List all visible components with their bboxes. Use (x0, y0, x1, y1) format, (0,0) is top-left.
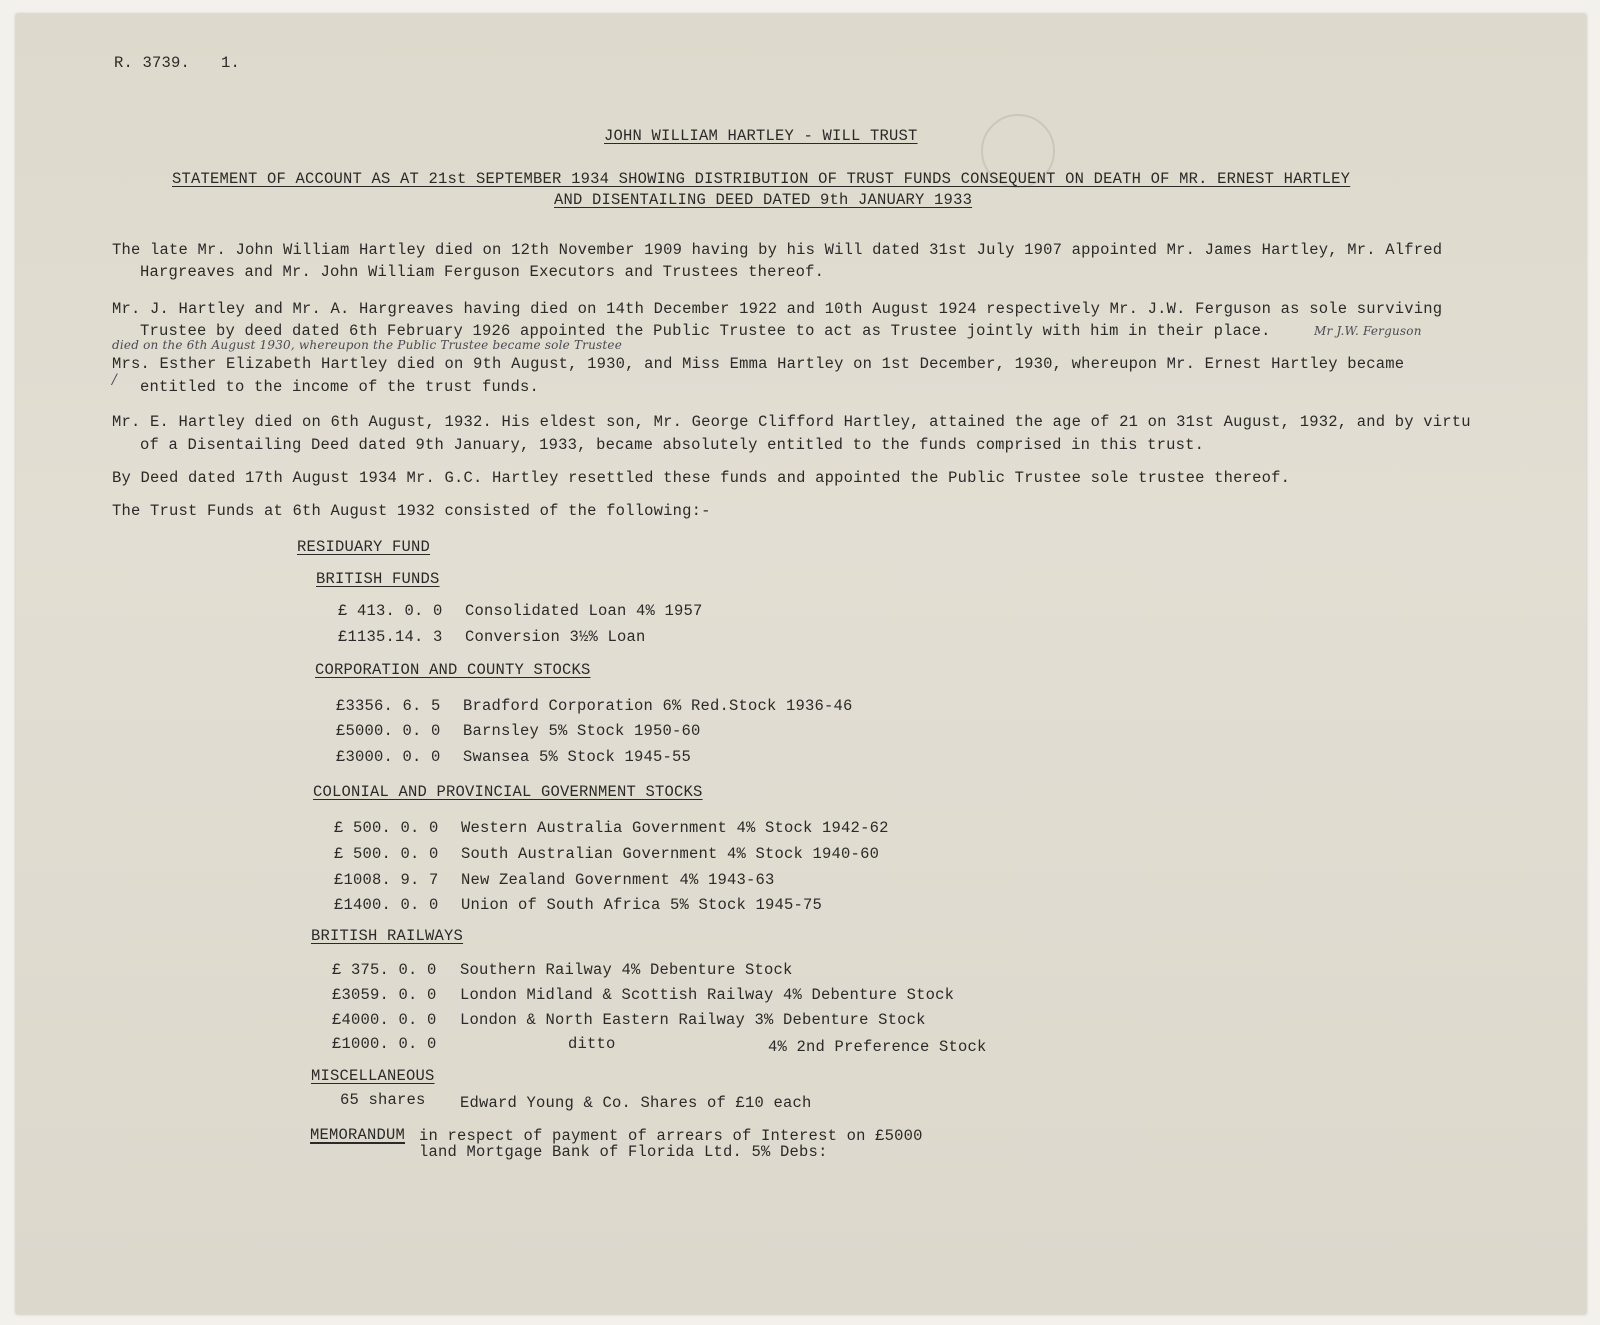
page-number: 1. (221, 54, 241, 72)
misc-amount: 65 shares (340, 1091, 426, 1109)
paragraph-4-line-2: of a Disentailing Deed dated 9th January, 1933, became absolutely entitled to the funds comprised in this trust. (140, 436, 1205, 454)
colonial-stock-amount: £1008. 9. 7 (334, 871, 439, 889)
paragraph-3-line-2: entitled to the income of the trust funds. (140, 378, 540, 396)
document-sheet (16, 14, 1586, 1314)
railway-stock-description: London & North Eastern Railway 3% Debenture Stock (460, 1011, 926, 1029)
paragraph-1-line-1: The late Mr. John William Hartley died on 12th November 1909 having by his Will dated 31st July 1907 appointed Mr. James Hartley, Mr. Alfred (112, 241, 1443, 259)
paragraph-5: By Deed dated 17th August 1934 Mr. G.C. Hartley resettled these funds and appointed the Public Trustee sole trustee thereof. (112, 469, 1291, 487)
colonial-stock-description: Western Australia Government 4% Stock 1942-62 (461, 819, 889, 837)
corporation-stock-description: Bradford Corporation 6% Red.Stock 1936-46 (463, 697, 853, 715)
british-funds-description: Consolidated Loan 4% 1957 (465, 602, 703, 620)
railway-stock-description: 4% 2nd Preference Stock (768, 1038, 987, 1056)
corporation-stock-amount: £5000. 0. 0 (336, 722, 441, 740)
document-title: JOHN WILLIAM HARTLEY - WILL TRUST (604, 127, 918, 145)
paragraph-2-line-1: Mr. J. Hartley and Mr. A. Hargreaves having died on 14th December 1922 and 10th August 1924 respectively Mr. J.W. Ferguson as sole surviving (112, 300, 1443, 318)
tick-mark-icon: / (112, 372, 117, 388)
corporation-stock-amount: £3356. 6. 5 (336, 697, 441, 715)
miscellaneous-heading: MISCELLANEOUS (311, 1067, 435, 1085)
colonial-stock-amount: £ 500. 0. 0 (334, 819, 439, 837)
colonial-stock-description: South Australian Government 4% Stock 1940-60 (461, 845, 880, 863)
railway-stock-description: London Midland & Scottish Railway 4% Debenture Stock (460, 986, 955, 1004)
colonial-stocks-heading: COLONIAL AND PROVINCIAL GOVERNMENT STOCKS (313, 783, 703, 801)
railway-stock-ditto: ditto (568, 1035, 616, 1053)
railway-stock-amount: £4000. 0. 0 (332, 1011, 437, 1029)
paragraph-4-line-1: Mr. E. Hartley died on 6th August, 1932. His eldest son, Mr. George Clifford Hartley, attained the age of 21 on 31st August, 1932, and by virtu (112, 413, 1471, 431)
colonial-stock-amount: £1400. 0. 0 (334, 896, 439, 914)
british-funds-description: Conversion 3½% Loan (465, 628, 646, 646)
railway-stock-amount: £ 375. 0. 0 (332, 961, 437, 979)
memorandum-label: MEMORANDUM (310, 1126, 406, 1144)
railway-stock-amount: £1000. 0. 0 (332, 1035, 437, 1053)
handwritten-annotation-b: died on the 6th August 1930, whereupon the Public Trustee became sole Trustee (112, 338, 623, 352)
british-funds-amount: £ 413. 0. 0 (338, 602, 443, 620)
railway-stock-description: Southern Railway 4% Debenture Stock (460, 961, 793, 979)
corporation-stock-description: Barnsley 5% Stock 1950-60 (463, 722, 701, 740)
corporation-stock-amount: £3000. 0. 0 (336, 748, 441, 766)
colonial-stock-description: Union of South Africa 5% Stock 1945-75 (461, 896, 823, 914)
corporation-stock-description: Swansea 5% Stock 1945-55 (463, 748, 692, 766)
british-funds-heading: BRITISH FUNDS (316, 570, 440, 588)
subtitle-line-1: STATEMENT OF ACCOUNT AS AT 21st SEPTEMBER 1934 SHOWING DISTRIBUTION OF TRUST FUNDS CONSEQUENT ON DEATH OF MR. ERNEST HARTLEY (172, 170, 1351, 188)
colonial-stock-amount: £ 500. 0. 0 (334, 845, 439, 863)
reference-number: R. 3739. (114, 54, 191, 72)
corporation-stocks-heading: CORPORATION AND COUNTY STOCKS (315, 661, 591, 679)
residuary-fund-heading: RESIDUARY FUND (297, 538, 431, 556)
memorandum-line-1: in respect of payment of arrears of Interest on £5000 (419, 1127, 923, 1145)
british-railways-heading: BRITISH RAILWAYS (311, 927, 464, 945)
paragraph-2-line-2: Trustee by deed dated 6th February 1926 appointed the Public Trustee to act as Trustee jointly with him in their place. (140, 322, 1271, 340)
subtitle-line-2: AND DISENTAILING DEED DATED 9th JANUARY 1933 (554, 191, 973, 209)
railway-stock-amount: £3059. 0. 0 (332, 986, 437, 1004)
colonial-stock-description: New Zealand Government 4% 1943-63 (461, 871, 775, 889)
paragraph-3-line-1: Mrs. Esther Elizabeth Hartley died on 9th August, 1930, and Miss Emma Hartley on 1st December, 1930, whereupon Mr. Ernest Hartley became (112, 355, 1405, 373)
paragraph-6: The Trust Funds at 6th August 1932 consisted of the following:- (112, 502, 711, 520)
handwritten-annotation-a: Mr J.W. Ferguson (1314, 324, 1422, 338)
memorandum-line-2: land Mortgage Bank of Florida Ltd. 5% Debs: (419, 1143, 828, 1161)
british-funds-amount: £1135.14. 3 (338, 628, 443, 646)
misc-description: Edward Young & Co. Shares of £10 each (460, 1094, 812, 1112)
paragraph-1-line-2: Hargreaves and Mr. John William Ferguson Executors and Trustees thereof. (140, 263, 825, 281)
